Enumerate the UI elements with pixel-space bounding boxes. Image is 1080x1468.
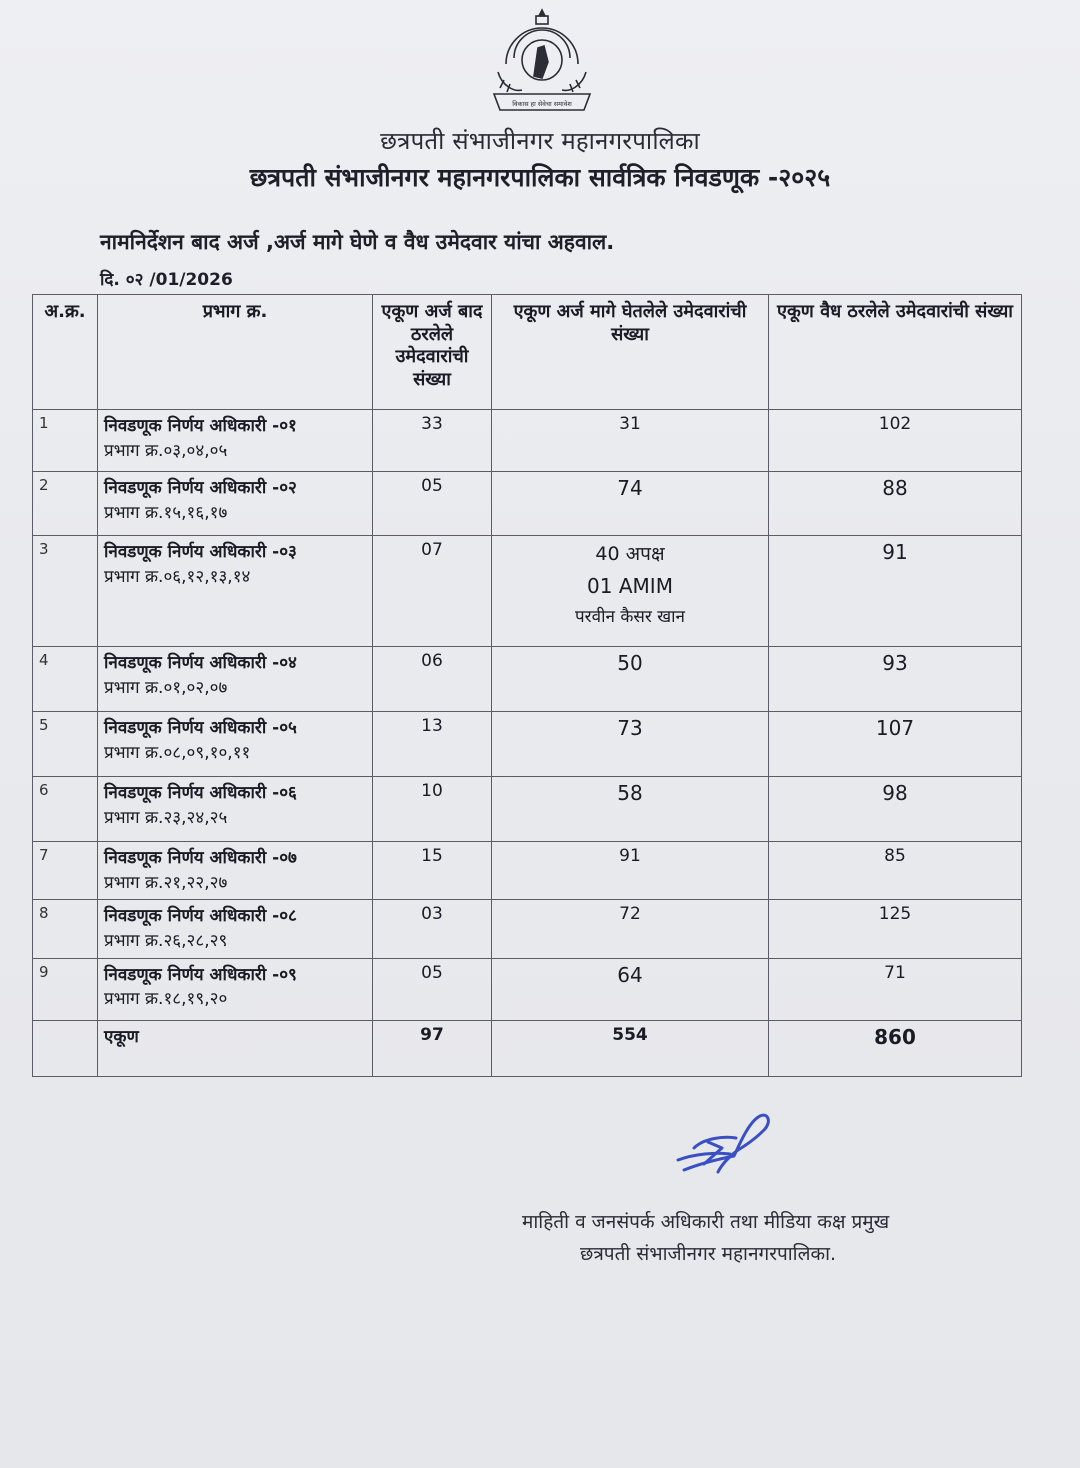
row-withdrawn: 72 (492, 900, 769, 958)
row-officer: निवडणूक निर्णय अधिकारी -०५ (104, 718, 297, 738)
row-ward (98, 410, 373, 472)
row-valid: 102 (769, 410, 1022, 472)
withdrawn-candidate-name: परवीन कैसर खान (575, 607, 685, 627)
table-row (33, 647, 1022, 712)
withdrawn-party: 01 AMIM (587, 574, 673, 598)
total-sr-blank (33, 1020, 98, 1076)
row-sr: 6 (33, 777, 98, 842)
table-row (33, 958, 1022, 1020)
row-ward (98, 472, 373, 536)
row-ward (98, 958, 373, 1020)
row-sr: 5 (33, 712, 98, 777)
row-valid: 85 (769, 842, 1022, 900)
table-header-row (33, 295, 1022, 410)
row-sr: 7 (33, 842, 98, 900)
header-withdrawn: एकूण अर्ज मागे घेतलेले उमेदवारांची संख्या (492, 295, 769, 410)
row-prabhag: प्रभाग क्र.१८,१९,२० (104, 989, 228, 1010)
row-officer: निवडणूक निर्णय अधिकारी -०९ (104, 964, 297, 985)
row-prabhag: प्रभाग क्र.०६,१२,१३,१४ (104, 566, 251, 587)
table-row (33, 777, 1022, 842)
total-rejected: 97 (373, 1020, 492, 1076)
row-prabhag: प्रभाग क्र.१५,१६,१७ (104, 502, 228, 523)
row-officer: निवडणूक निर्णय अधिकारी -०१ (104, 416, 297, 436)
signatory-designation: माहिती व जनसंपर्क अधिकारी तथा मीडिया कक्ष प्रमुख (522, 1211, 890, 1233)
row-rejected: 13 (373, 712, 492, 777)
row-officer: निवडणूक निर्णय अधिकारी -०६ (104, 783, 297, 803)
row-prabhag: प्रभाग क्र.२१,२२,२७ (104, 872, 228, 893)
row-prabhag: प्रभाग क्र.०३,०४,०५ (104, 440, 228, 461)
header-valid: एकूण वैध ठरलेले उमेदवारांची संख्या (769, 295, 1022, 410)
withdrawn-independent: 40 अपक्ष (595, 543, 665, 565)
row-officer: निवडणूक निर्णय अधिकारी -०३ (104, 542, 297, 562)
row-withdrawn: 91 (492, 842, 769, 900)
signatory-organization: छत्रपती संभाजीनगर महानगरपालिका. (580, 1243, 837, 1265)
row-rejected: 06 (373, 647, 492, 712)
nomination-report-table (32, 294, 1022, 1077)
table-row (33, 842, 1022, 900)
row-withdrawn (492, 536, 769, 647)
table-row (33, 712, 1022, 777)
handwritten-signature-icon (664, 1108, 776, 1176)
row-withdrawn: 50 (492, 647, 769, 712)
row-officer: निवडणूक निर्णय अधिकारी -०२ (104, 478, 297, 498)
header-rejected: एकूण अर्ज बाद ठरलेले उमेदवारांची संख्या (373, 295, 492, 410)
row-rejected: 03 (373, 900, 492, 958)
table-row (33, 536, 1022, 647)
table-total-row (33, 1020, 1022, 1076)
row-prabhag: प्रभाग क्र.०८,०९,१०,११ (104, 742, 251, 763)
row-prabhag: प्रभाग क्र.०१,०२,०७ (104, 677, 228, 698)
row-rejected: 05 (373, 958, 492, 1020)
row-sr: 2 (33, 472, 98, 536)
row-valid: 125 (769, 900, 1022, 958)
total-withdrawn: 554 (492, 1020, 769, 1076)
row-officer: निवडणूक निर्णय अधिकारी -०४ (104, 653, 297, 673)
election-title: छत्रपती संभाजीनगर महानगरपालिका सार्वत्रिक निवडणूक -२०२५ (249, 163, 831, 192)
row-ward (98, 777, 373, 842)
table-row (33, 410, 1022, 472)
total-label: एकूण (98, 1020, 373, 1076)
row-ward (98, 536, 373, 647)
row-withdrawn: 73 (492, 712, 769, 777)
row-ward (98, 647, 373, 712)
report-date: दि. ०२ /01/2026 (100, 270, 233, 290)
row-valid: 71 (769, 958, 1022, 1020)
row-valid: 91 (769, 536, 1022, 647)
row-valid: 88 (769, 472, 1022, 536)
row-prabhag: प्रभाग क्र.२६,२८,२९ (104, 930, 228, 951)
row-prabhag: प्रभाग क्र.२३,२४,२५ (104, 807, 228, 828)
row-ward (98, 712, 373, 777)
corporation-name: छत्रपती संभाजीनगर महानगरपालिका (380, 127, 700, 155)
row-rejected: 07 (373, 536, 492, 647)
total-valid: 860 (769, 1020, 1022, 1076)
row-sr: 9 (33, 958, 98, 1020)
row-officer: निवडणूक निर्णय अधिकारी -०७ (104, 848, 297, 868)
row-valid: 93 (769, 647, 1022, 712)
row-withdrawn: 64 (492, 958, 769, 1020)
row-withdrawn: 31 (492, 410, 769, 472)
row-rejected: 33 (373, 410, 492, 472)
row-rejected: 05 (373, 472, 492, 536)
table-row (33, 472, 1022, 536)
row-officer: निवडणूक निर्णय अधिकारी -०८ (104, 906, 297, 927)
row-valid: 107 (769, 712, 1022, 777)
row-rejected: 15 (373, 842, 492, 900)
row-withdrawn: 58 (492, 777, 769, 842)
row-rejected: 10 (373, 777, 492, 842)
row-sr: 1 (33, 410, 98, 472)
row-ward (98, 900, 373, 958)
svg-text:विकास हा सेवेचा समावेश: विकास हा सेवेचा समावेश (512, 100, 572, 108)
row-sr: 8 (33, 900, 98, 958)
row-sr: 3 (33, 536, 98, 647)
row-ward (98, 842, 373, 900)
header-sr: अ.क्र. (33, 295, 98, 410)
municipal-emblem-icon (484, 6, 600, 118)
row-sr: 4 (33, 647, 98, 712)
table-row (33, 900, 1022, 958)
row-withdrawn: 74 (492, 472, 769, 536)
report-subtitle: नामनिर्देशन बाद अर्ज ,अर्ज मागे घेणे व वैध उमेदवार यांचा अहवाल. (100, 230, 615, 254)
row-valid: 98 (769, 777, 1022, 842)
header-ward: प्रभाग क्र. (98, 295, 373, 410)
